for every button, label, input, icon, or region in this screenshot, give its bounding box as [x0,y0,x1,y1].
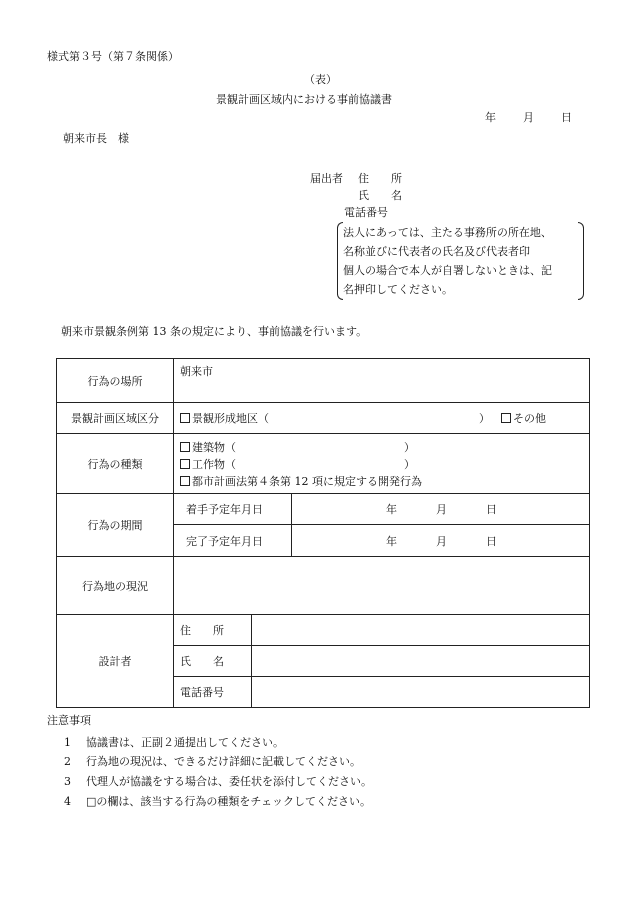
type-building-label: 建築物（ [192,440,236,454]
notes-title: 注意事項 [47,714,91,727]
site-label: 行為地の現況 [57,557,174,615]
note-number: 4 [64,795,71,808]
applicant-note-box [339,222,582,300]
type-row [57,434,590,494]
date-year-label: 年 [485,111,496,124]
note-text: □の欄は、該当する行為の種類をチェックしてください。 [86,795,372,808]
note-item [64,773,372,789]
addressee: 朝来市長 様 [63,132,129,145]
note-text: 行為地の現況は、できるだけ詳細に記載してください。 [86,755,361,768]
period-label: 行為の期間 [57,494,174,557]
zone-option2-label: その他 [513,412,546,425]
note-number: 1 [64,736,71,749]
note-line: 名押印してください。 [343,283,453,296]
designer-address-row [57,615,590,646]
place-value: 朝来市 [180,365,213,378]
designer-name-field[interactable] [252,646,590,677]
designer-phone-label: 電話番号 [174,677,252,708]
zone-field [174,403,590,434]
place-field[interactable] [174,359,590,403]
note-number: 3 [64,775,71,788]
designer-address-field[interactable] [252,615,590,646]
end-day-label: 日 [486,534,497,548]
note-text: 協議書は、正副２通提出してください。 [86,736,284,749]
site-row [57,557,590,615]
zone-option1-label: 景観形成地区（ [192,412,269,425]
applicant-address-label: 住 所 [358,172,402,185]
type-field [174,434,590,494]
date-day-label: 日 [561,111,572,124]
note-line: 個人の場合で本人が自署しないときは、記 [343,264,552,277]
designer-name-label: 氏 名 [174,646,252,677]
intro-statement: 朝来市景観条例第 13 条の規定により、事前協議を行います。 [61,325,368,338]
type-building-close: ） [404,440,415,454]
designer-address-label: 住 所 [174,615,252,646]
zone-option1-close: ） [479,412,490,425]
site-field[interactable] [174,557,590,615]
right-brace [578,222,584,300]
type-structure-close: ） [404,457,415,471]
note-line: 名称並びに代表者の氏名及び代表者印 [343,245,530,258]
designer-label: 設計者 [57,615,174,708]
start-day-label: 日 [486,503,497,516]
start-year-label: 年 [386,503,397,516]
end-date-label: 完了予定年月日 [186,534,263,548]
applicant-name-label: 氏 名 [358,189,402,202]
end-year-label: 年 [386,534,397,548]
designer-phone-field[interactable] [252,677,590,708]
side-indicator: （表） [304,73,337,86]
period-start-row [57,494,590,525]
zone-label: 景観計画区域区分 [57,403,174,434]
end-month-label: 月 [436,534,447,548]
application-table [56,358,590,708]
note-number: 2 [64,755,71,768]
note-line: 法人にあっては、主たる事務所の所在地、 [343,226,552,239]
applicant-label: 届出者 [310,172,343,185]
note-item [64,793,371,809]
end-date-divider [291,524,292,557]
type-development-label: 都市計画法第４条第 12 項に規定する開発行為 [192,474,422,488]
type-building-checkbox[interactable] [180,442,190,452]
note-item [64,734,284,750]
place-label: 行為の場所 [57,359,174,403]
place-row [57,359,590,403]
start-date-field[interactable] [174,494,590,525]
start-date-label: 着手予定年月日 [186,503,263,516]
type-development-checkbox[interactable] [180,476,190,486]
zone-option2-checkbox[interactable] [501,413,511,423]
start-month-label: 月 [436,503,447,516]
applicant-phone-label: 電話番号 [344,206,388,219]
date-month-label: 月 [523,111,534,124]
note-text: 代理人が協議をする場合は、委任状を添付してください。 [86,775,372,788]
type-label: 行為の種類 [57,434,174,494]
type-structure-checkbox[interactable] [180,459,190,469]
document-title: 景観計画区域内における事前協議書 [216,93,392,106]
form-number: 様式第３号（第７条関係） [47,50,179,63]
zone-option1-checkbox[interactable] [180,413,190,423]
note-item [64,753,361,769]
start-date-divider [291,493,292,525]
end-date-field[interactable] [174,525,590,557]
type-structure-label: 工作物（ [192,457,236,471]
zone-row [57,403,590,434]
